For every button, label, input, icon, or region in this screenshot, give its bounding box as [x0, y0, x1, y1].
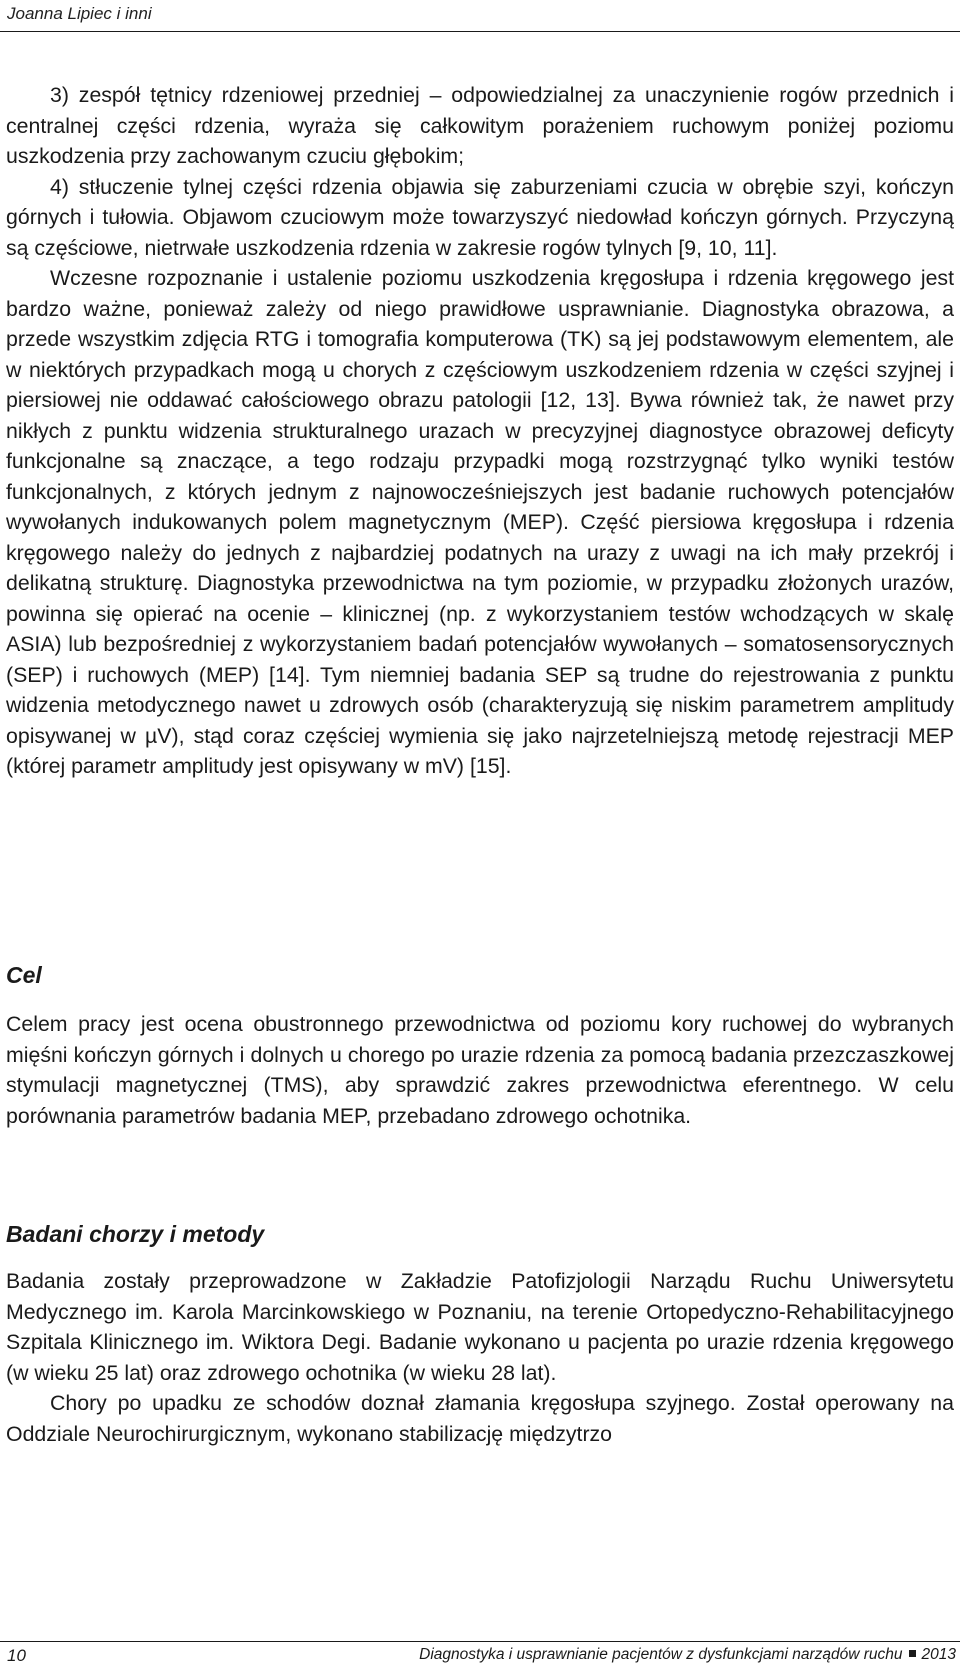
page-number: 10 [7, 1646, 26, 1665]
paragraph: 4) stłuczenie tylnej części rdzenia objawia się zaburzeniami czucia w obrębie szyi, kończyn górnych i tułowia. Objawom czuciowym może towarzyszyć niedowład kończyn górnych. Przyczyną są częściowe, nietrwałe uszkodzenia rdzenia w zakresie rogów tylnych [9, 10, 11]. [6, 174, 954, 260]
journal-footer [419, 1646, 956, 1664]
journal-year: 2013 [921, 1646, 956, 1663]
intro-text-block [6, 80, 954, 782]
header-divider [0, 31, 960, 32]
section-heading-cel: Cel [6, 962, 42, 988]
cel-text-block [6, 1009, 954, 1131]
running-head-authors: Joanna Lipiec i inni [7, 4, 152, 23]
journal-title: Diagnostyka i usprawnianie pacjentów z dysfunkcjami narządów ruchu [419, 1646, 903, 1663]
paragraph: Celem pracy jest ocena obustronnego przewodnictwa od poziomu kory ruchowej do wybranych mięśni kończyn górnych i dolnych u chorego po urazie rdzenia za pomocą badania przezczaszkowej stymulacji magnetycznej (TMS), aby sprawdzić zakres przewodnictwa eferentnego. W celu porównania parametrów badania MEP, przebadano zdrowego ochotnika. [6, 1012, 954, 1128]
methods-text-block [6, 1266, 954, 1449]
footer-divider [0, 1641, 960, 1642]
paragraph: Badania zostały przeprowadzone w Zakładzie Patofizjologii Narządu Ruchu Uniwersytetu Medycznego im. Karola Marcinkowskiego w Poznaniu, na terenie Ortopedyczno-Rehabilitacyjnego Szpitala Klinicznego im. Wiktora Degi. Badanie wykonano u pacjenta po urazie rdzenia kręgowego (w wieku 25 lat) oraz zdrowego ochotnika (w wieku 28 lat). [6, 1269, 954, 1385]
section-heading-methods: Badani chorzy i metody [6, 1221, 265, 1247]
square-bullet-icon [909, 1650, 916, 1657]
paragraph: Wczesne rozpoznanie i ustalenie poziomu uszkodzenia kręgosłupa i rdzenia kręgowego jest bardzo ważne, ponieważ zależy od niego prawidłowe usprawnianie. Diagnostyka obrazowa, a przede wszystkim zdjęcia RTG i tomografia komputerowa (TK) są jej podstawowym elementem, ale w niektórych przypadkach mogą u chorych z częściowym uszkodzeniem rdzenia w części szyjnej i piersiowej nie oddawać całościowego obrazu patologii [12, 13]. Bywa również tak, że nawet przy nikłych z punktu widzenia strukturalnego urazach w precyzyjnej diagnostyce obrazowej deficyty funkcjonalne są znaczące, a tego rodzaju przypadki mogą rozstrzygnąć tylko wyniki testów funkcjonalnych, z których jednym z najnowocześniejszych jest badanie ruchowych potencjałów wywołanych indukowanych polem magnetycznym (MEP). Część piersiowa kręgosłupa i rdzenia kręgowego należy do jednych z najbardziej podatnych na urazy z uwagi na ich mały przekrój i delikatną strukturę. Diagnostyka przewodnictwa na tym poziomie, w przypadku złożonych urazów, powinna się opierać na ocenie – klinicznej (np. z wykorzystaniem testów wchodzących w skalę ASIA) lub bezpośredniej z wykorzystaniem badań potencjałów wywołanych – somatosensorycznych (SEP) i ruchowych (MEP) [14]. Tym niemniej badania SEP są trudne do rejestrowania z punktu widzenia metodycznego nawet u zdrowych osób (charakteryzują się niskim parametrem amplitudy opisywanej w µV), stąd coraz częściej wymienia się jako najrzetelniejszą metodę rejestracji MEP (której parametr amplitudy jest opisywany w mV) [15]. [6, 266, 954, 778]
paragraph: Chory po upadku ze schodów doznał złamania kręgosłupa szyjnego. Został operowany na Oddziale Neurochirurgicznym, wykonano stabilizację międzytrzo [6, 1391, 954, 1446]
paragraph: 3) zespół tętnicy rdzeniowej przedniej – odpowiedzialnej za unaczynienie rogów przednich i centralnej części rdzenia, wyraża się całkowitym porażeniem ruchowym poniżej poziomu uszkodzenia przy zachowanym czuciu głębokim; [6, 83, 954, 168]
